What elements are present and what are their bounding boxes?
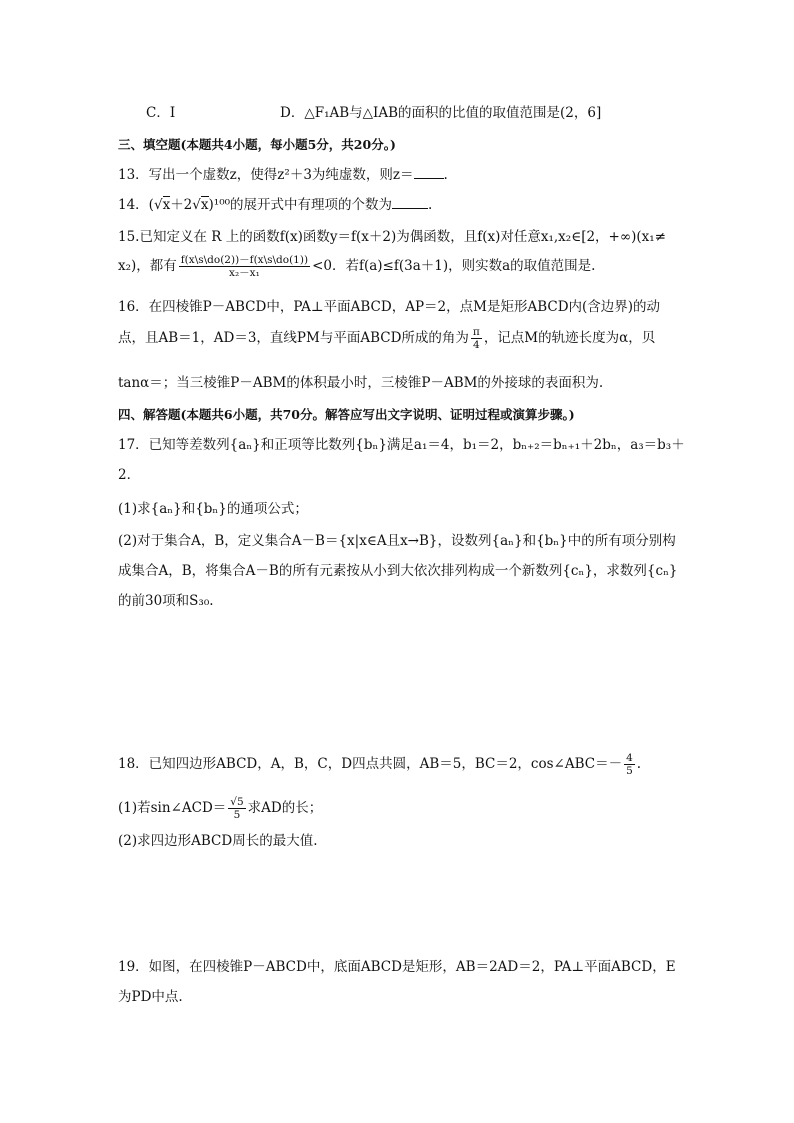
question-19-line-1: 19．如图，在四棱锥P－ABCD中，底面ABCD是矩形，AB＝2AD＝2，PA⊥平面ABCD，E <box>118 959 676 975</box>
section-3-heading: 三、填空题(本题共4小题，每小题5分，共20分。) <box>118 137 396 152</box>
question-15-line-2: x₂)，都有 $\frac{f(x\backslash s\backslash do(2))-f(x\backslash s\backslash do(1))}{\text{x₂－x₁}}$ <0．若f(a)≤f(3a＋1)，则实数a的取值范围是. <box>118 254 596 279</box>
question-19-line-2: 为PD中点. <box>118 989 183 1005</box>
fraction: $\frac{√5}{5}$ <box>230 796 244 821</box>
question-16-line-2: 点，且AB＝1，AD＝3，直线PM与平面ABCD所成的角为 $\frac{\pi}{4}$ ，记点M的轨迹长度为α，贝 <box>118 326 656 351</box>
question-16-line-3: tanα＝；当三棱锥P－ABM的体积最小时，三棱锥P－ABM的外接球的表面积为. <box>118 375 604 391</box>
question-15-line-1: 15.已知定义在 R 上的函数f(x)函数y＝f(x＋2)为偶函数，且f(x)对任意x₁,x₂∈[2，+∞)(x₁≠ <box>118 229 666 245</box>
q12-option-d: D．△F₁AB与△IAB的面积的比值的取值范围是(2，6] <box>280 105 602 121</box>
q12-option-c: C．I <box>146 105 176 121</box>
question-17-line-2: 2． <box>118 467 141 483</box>
q12-options <box>146 104 601 122</box>
question-18-line-1: 18．已知四边形ABCD，A，B，C，D四点共圆，AB＝5，BC＝2，cos∠ABC＝－ $\frac{4}{5}$ . <box>118 752 642 777</box>
answer-blank <box>414 166 444 179</box>
fraction: $\frac{f(x\backslash s\backslash do(2))-f(x\backslash s\backslash do(1))}{\text{x₂－x₁}}$ <box>180 254 309 279</box>
question-17-part-2-line-3: 的前30项和S₃₀. <box>118 593 214 609</box>
question-16-line-1: 16．在四棱锥P－ABCD中，PA⊥平面ABCD，AP＝2，点M是矩形ABCD内(含边界)的动 <box>118 299 661 315</box>
question-14: 14．(√x＋2√x)¹⁰⁰的展开式中有理项的个数为 . <box>118 197 433 213</box>
question-17-part-1: (1)求{aₙ}和{bₙ}的通项公式； <box>118 501 308 517</box>
question-17-part-2-line-1: (2)对于集合A，B，定义集合A－B＝{x|x∈A且x→B}，设数列{aₙ}和{bₙ}中的所有项分别构 <box>118 533 676 549</box>
question-18-part-1: (1)若sin∠ACD＝ $\frac{√5}{5}$ 求AD的长； <box>118 796 323 821</box>
fraction: $\frac{4}{5}$ <box>626 752 633 777</box>
question-17-line-1: 17．已知等差数列{aₙ}和正项等比数列{bₙ}满足a₁＝4，b₁＝2，bₙ₊₂＝bₙ₊₁＋2bₙ，a₃＝b₃＋ <box>118 437 685 453</box>
question-13: 13．写出一个虚数z，使得z²＋3为纯虚数，则z＝ . <box>118 167 448 183</box>
question-17-part-2-line-2: 成集合A，B，将集合A－B的所有元素按从小到大依次排列构成一个新数列{cₙ}，求数列{cₙ} <box>118 563 678 579</box>
answer-blank <box>392 196 428 209</box>
fraction: $\frac{\pi}{4}$ <box>472 326 480 351</box>
section-4-heading: 四、解答题(本题共6小题，共70分。解答应写出文字说明、证明过程或演算步骤。) <box>118 407 575 422</box>
question-18-part-2: (2)求四边形ABCD周长的最大值. <box>118 833 318 849</box>
